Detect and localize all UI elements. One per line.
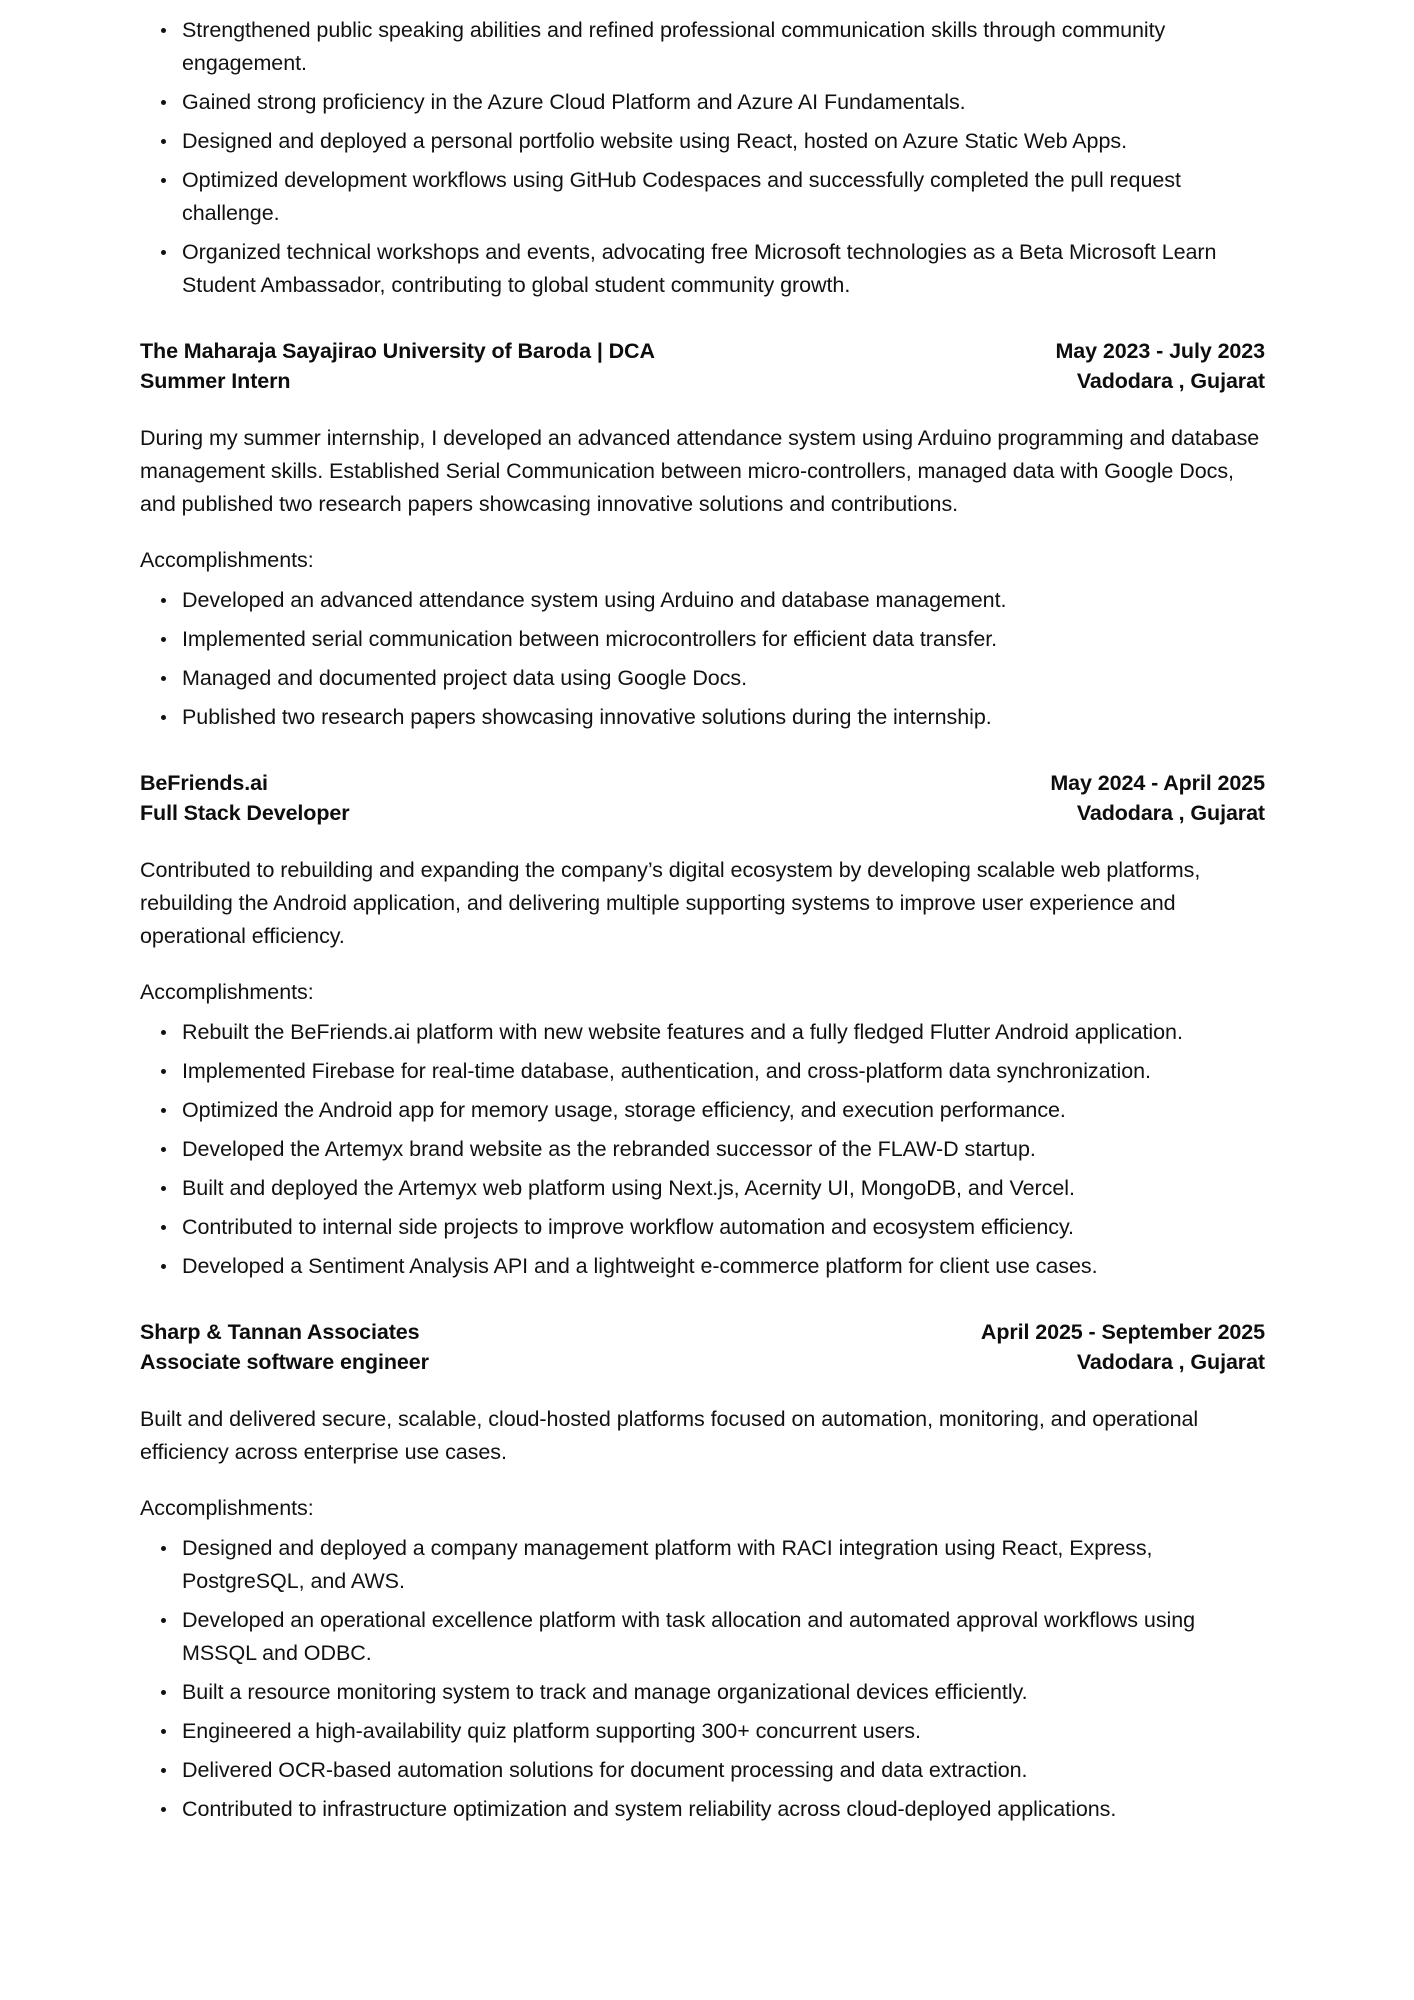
list-item: Implemented Firebase for real-time database, authentication, and cross-platform data synchronization. <box>140 1055 1265 1088</box>
accomplishments-label: Accomplishments: <box>140 1496 314 1520</box>
organization-name: Sharp & Tannan Associates <box>140 1320 420 1344</box>
experience-identity <box>140 1317 429 1377</box>
date-range: May 2023 - July 2023 <box>1055 339 1265 363</box>
accomplishments-label: Accomplishments: <box>140 980 314 1004</box>
list-item: Contributed to infrastructure optimization and system reliability across cloud-deployed applications. <box>140 1793 1265 1826</box>
list-item: Optimized the Android app for memory usage, storage efficiency, and execution performance. <box>140 1094 1265 1127</box>
list-item: Engineered a high-availability quiz platform supporting 300+ concurrent users. <box>140 1715 1265 1748</box>
organization-name: BeFriends.ai <box>140 771 268 795</box>
list-item: Strengthened public speaking abilities and refined professional communication skills through community engagement. <box>140 14 1265 80</box>
list-item: Contributed to internal side projects to improve workflow automation and ecosystem efficiency. <box>140 1211 1265 1244</box>
list-item: Developed an advanced attendance system using Arduino and database management. <box>140 584 1265 617</box>
list-item: Gained strong proficiency in the Azure Cloud Platform and Azure AI Fundamentals. <box>140 86 1265 119</box>
experience-meta <box>1050 768 1265 828</box>
experience-meta <box>981 1317 1265 1377</box>
job-title: Summer Intern <box>140 369 291 393</box>
experience-summary: Built and delivered secure, scalable, cloud-hosted platforms focused on automation, monitoring, and operational efficiency across enterprise use cases. <box>140 1407 1199 1464</box>
list-item: Developed the Artemyx brand website as the rebranded successor of the FLAW-D startup. <box>140 1133 1265 1166</box>
experience-summary: Contributed to rebuilding and expanding the company’s digital ecosystem by developing scalable web platforms, rebuilding the Android application, and delivering multiple supporting systems to improve user experience and operational efficiency. <box>140 858 1201 948</box>
experience-meta <box>1055 336 1265 396</box>
experience-entry <box>140 768 1265 1283</box>
experience-identity <box>140 768 350 828</box>
job-title: Full Stack Developer <box>140 801 350 825</box>
experience-header <box>140 336 1265 396</box>
experience-identity <box>140 336 655 396</box>
list-item: Delivered OCR-based automation solutions for document processing and data extraction. <box>140 1754 1265 1787</box>
accomplishments-list <box>140 1016 1265 1283</box>
list-item: Built a resource monitoring system to track and manage organizational devices efficiently. <box>140 1676 1265 1709</box>
list-item: Built and deployed the Artemyx web platform using Next.js, Acernity UI, MongoDB, and Vercel. <box>140 1172 1265 1205</box>
accomplishments-list <box>140 1532 1265 1826</box>
location: Vadodara , Gujarat <box>1076 801 1265 825</box>
date-range: April 2025 - September 2025 <box>980 1320 1265 1344</box>
experience-entry <box>140 1317 1265 1826</box>
accomplishments-label: Accomplishments: <box>140 548 314 572</box>
organization-name: The Maharaja Sayajirao University of Baroda | DCA <box>140 339 655 363</box>
experience-summary: During my summer internship, I developed an advanced attendance system using Arduino programming and database management skills. Established Serial Communication between micro-controllers, managed data with Google Docs, and published two research papers showcasing innovative solutions and contributions. <box>140 426 1260 516</box>
list-item: Developed a Sentiment Analysis API and a lightweight e-commerce platform for client use cases. <box>140 1250 1265 1283</box>
list-item: Designed and deployed a personal portfolio website using React, hosted on Azure Static Web Apps. <box>140 125 1265 158</box>
accomplishments-list <box>140 584 1265 734</box>
experience-body <box>140 854 1265 1283</box>
experience-header <box>140 1317 1265 1377</box>
experience-entry <box>140 336 1265 734</box>
experience-body <box>140 422 1265 734</box>
top-bullet-list <box>140 14 1265 302</box>
list-item: Managed and documented project data using Google Docs. <box>140 662 1265 695</box>
list-item: Rebuilt the BeFriends.ai platform with new website features and a fully fledged Flutter Android application. <box>140 1016 1265 1049</box>
list-item: Optimized development workflows using GitHub Codespaces and successfully completed the pull request challenge. <box>140 164 1265 230</box>
location: Vadodara , Gujarat <box>1076 369 1265 393</box>
list-item: Organized technical workshops and events, advocating free Microsoft technologies as a Beta Microsoft Learn Student Ambassador, contributing to global student community growth. <box>140 236 1265 302</box>
experience-body <box>140 1403 1265 1826</box>
list-item: Implemented serial communication between microcontrollers for efficient data transfer. <box>140 623 1265 656</box>
list-item: Published two research papers showcasing innovative solutions during the internship. <box>140 701 1265 734</box>
job-title: Associate software engineer <box>140 1350 429 1374</box>
list-item: Developed an operational excellence platform with task allocation and automated approval workflows using MSSQL and ODBC. <box>140 1604 1265 1670</box>
experience-header <box>140 768 1265 828</box>
location: Vadodara , Gujarat <box>1076 1350 1265 1374</box>
list-item: Designed and deployed a company management platform with RACI integration using React, Express, PostgreSQL, and AWS. <box>140 1532 1265 1598</box>
date-range: May 2024 - April 2025 <box>1050 771 1265 795</box>
